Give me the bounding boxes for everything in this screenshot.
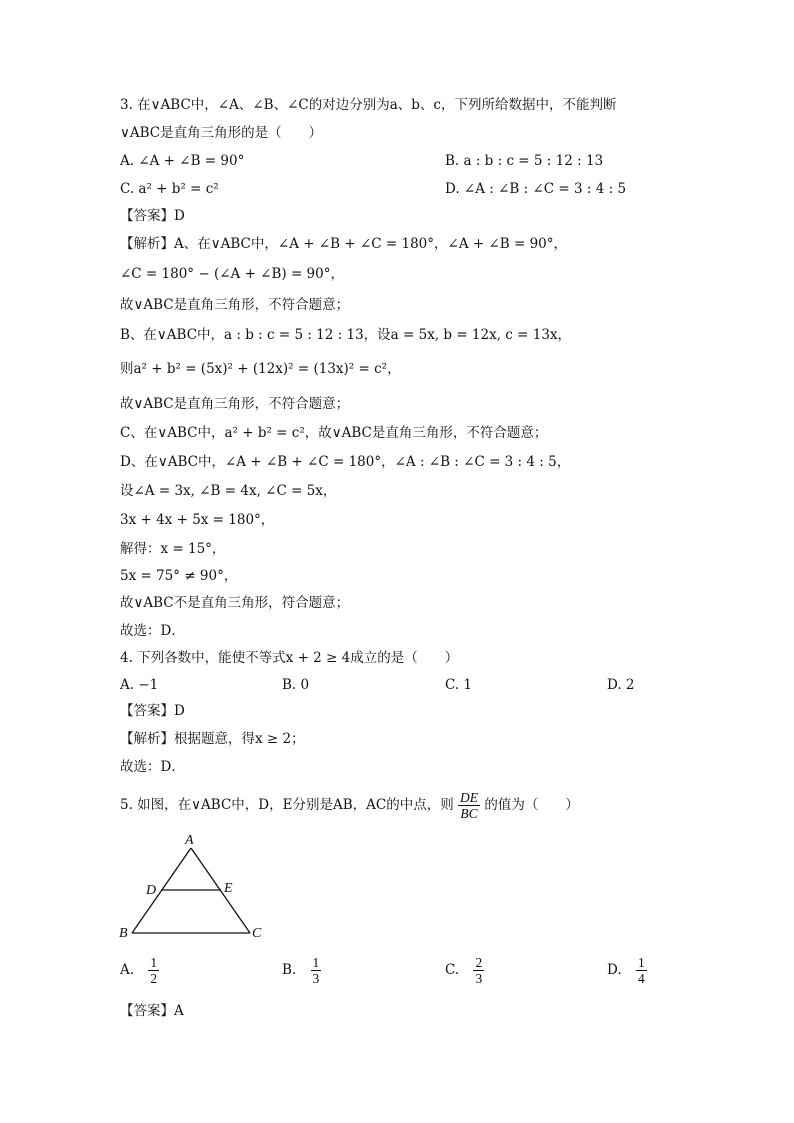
q3-analysis-line: ∠C = 180° − (∠A + ∠B) = 90°， (120, 266, 344, 282)
q3-analysis-line: D、在∨ABC中，∠A + ∠B + ∠C = 180°，∠A : ∠B : ∠C = 3 : 4 : 5， (120, 454, 571, 470)
option-letter: A. (120, 962, 135, 978)
q4-conclusion: 故选：D． (120, 759, 185, 775)
vertex-label-c: C (252, 926, 262, 941)
q3-analysis-line: C、在∨ABC中，a² + b² = c²，故∨ABC是直角三角形，不符合题意； (120, 425, 548, 441)
fraction-denominator: BC (460, 806, 478, 821)
q3-analysis-line: 则a² + b² = (5x)² + (12x)² = (13x)² = c²， (120, 361, 401, 377)
q4-option-b: B. 0 (282, 677, 310, 693)
q3-analysis-line: 解得：x = 15°， (120, 541, 226, 557)
q3-option-b: B. a : b : c = 5 : 12 : 13 (445, 153, 604, 169)
fraction-numerator: 1 (150, 955, 158, 970)
fraction-denominator: 3 (475, 971, 483, 986)
q3-analysis-line: 故∨ABC不是直角三角形，符合题意； (120, 595, 350, 611)
option-fraction (311, 955, 322, 986)
vertex-label-d: D (146, 883, 157, 898)
q5-option-b (282, 955, 321, 986)
q3-stem-line1: 3. 在∨ABC中，∠A、∠B、∠C的对边分别为a、b、c，下列所给数据中，不能判断 (120, 97, 617, 113)
q3-analysis-line: 故∨ABC是直角三角形，不符合题意； (120, 297, 350, 313)
fraction-denominator: 4 (637, 971, 645, 986)
q4-stem: 4. 下列各数中，能使不等式x + 2 ≥ 4成立的是（ ） (120, 650, 459, 666)
q3-option-d: D. ∠A : ∠B : ∠C = 3 : 4 : 5 (445, 181, 627, 197)
option-letter: D. (607, 962, 622, 978)
q3-analysis-line: 故∨ABC是直角三角形，不符合题意； (120, 396, 350, 412)
q5-stem-fraction (458, 790, 480, 821)
option-fraction (148, 955, 159, 986)
q3-option-a: A. ∠A + ∠B = 90° (120, 153, 245, 169)
fraction-numerator: 1 (312, 955, 320, 970)
vertex-label-e: E (224, 881, 233, 896)
option-letter: B. (282, 962, 297, 978)
fraction-denominator: 3 (312, 971, 320, 986)
option-fraction (636, 955, 647, 986)
q5-stem-suffix: 的值为（ ） (484, 797, 579, 813)
q3-analysis-line: 5x = 75° ≠ 90°， (120, 568, 238, 584)
q3-analysis-line: B、在∨ABC中，a : b : c = 5 : 12 : 13，设a = 5x, b = 12x, c = 13x， (120, 327, 572, 343)
q4-analysis: 【解析】根据题意，得x ≥ 2； (120, 731, 305, 747)
q3-stem-line2: ∨ABC是直角三角形的是（ ） (120, 125, 323, 141)
q3-answer: 【答案】D (120, 208, 185, 224)
q5-option-a (120, 955, 159, 986)
q4-answer: 【答案】D (120, 703, 185, 719)
q5-option-d (607, 955, 647, 986)
vertex-label-b: B (119, 926, 128, 941)
q3-option-c: C. a² + b² = c² (120, 181, 219, 197)
option-letter: C. (445, 962, 460, 978)
q3-analysis-line: 设∠A = 3x, ∠B = 4x, ∠C = 5x， (120, 483, 337, 499)
q4-option-a: A. −1 (120, 677, 159, 693)
vertex-label-a: A (185, 833, 194, 848)
q4-option-d: D. 2 (607, 677, 635, 693)
option-fraction (473, 955, 484, 986)
q5-option-c (445, 955, 484, 986)
q3-analysis-line: 3x + 4x + 5x = 180°， (120, 512, 275, 528)
q4-option-c: C. 1 (445, 677, 473, 693)
q5-stem-prefix: 5. 如图，在∨ABC中，D，E分别是AB，AC的中点，则 (120, 797, 454, 813)
fraction-numerator: 2 (475, 955, 483, 970)
q3-analysis-line: 【解析】A、在∨ABC中，∠A + ∠B + ∠C = 180°，∠A + ∠B = 90°， (120, 236, 568, 252)
triangle-figure (115, 830, 270, 945)
fraction-numerator: DE (460, 790, 479, 805)
fraction-numerator: 1 (637, 955, 645, 970)
fraction-denominator: 2 (150, 971, 158, 986)
q5-answer: 【答案】A (120, 1003, 184, 1019)
q3-analysis-line: 故选：D． (120, 623, 185, 639)
q5-stem (120, 788, 579, 822)
